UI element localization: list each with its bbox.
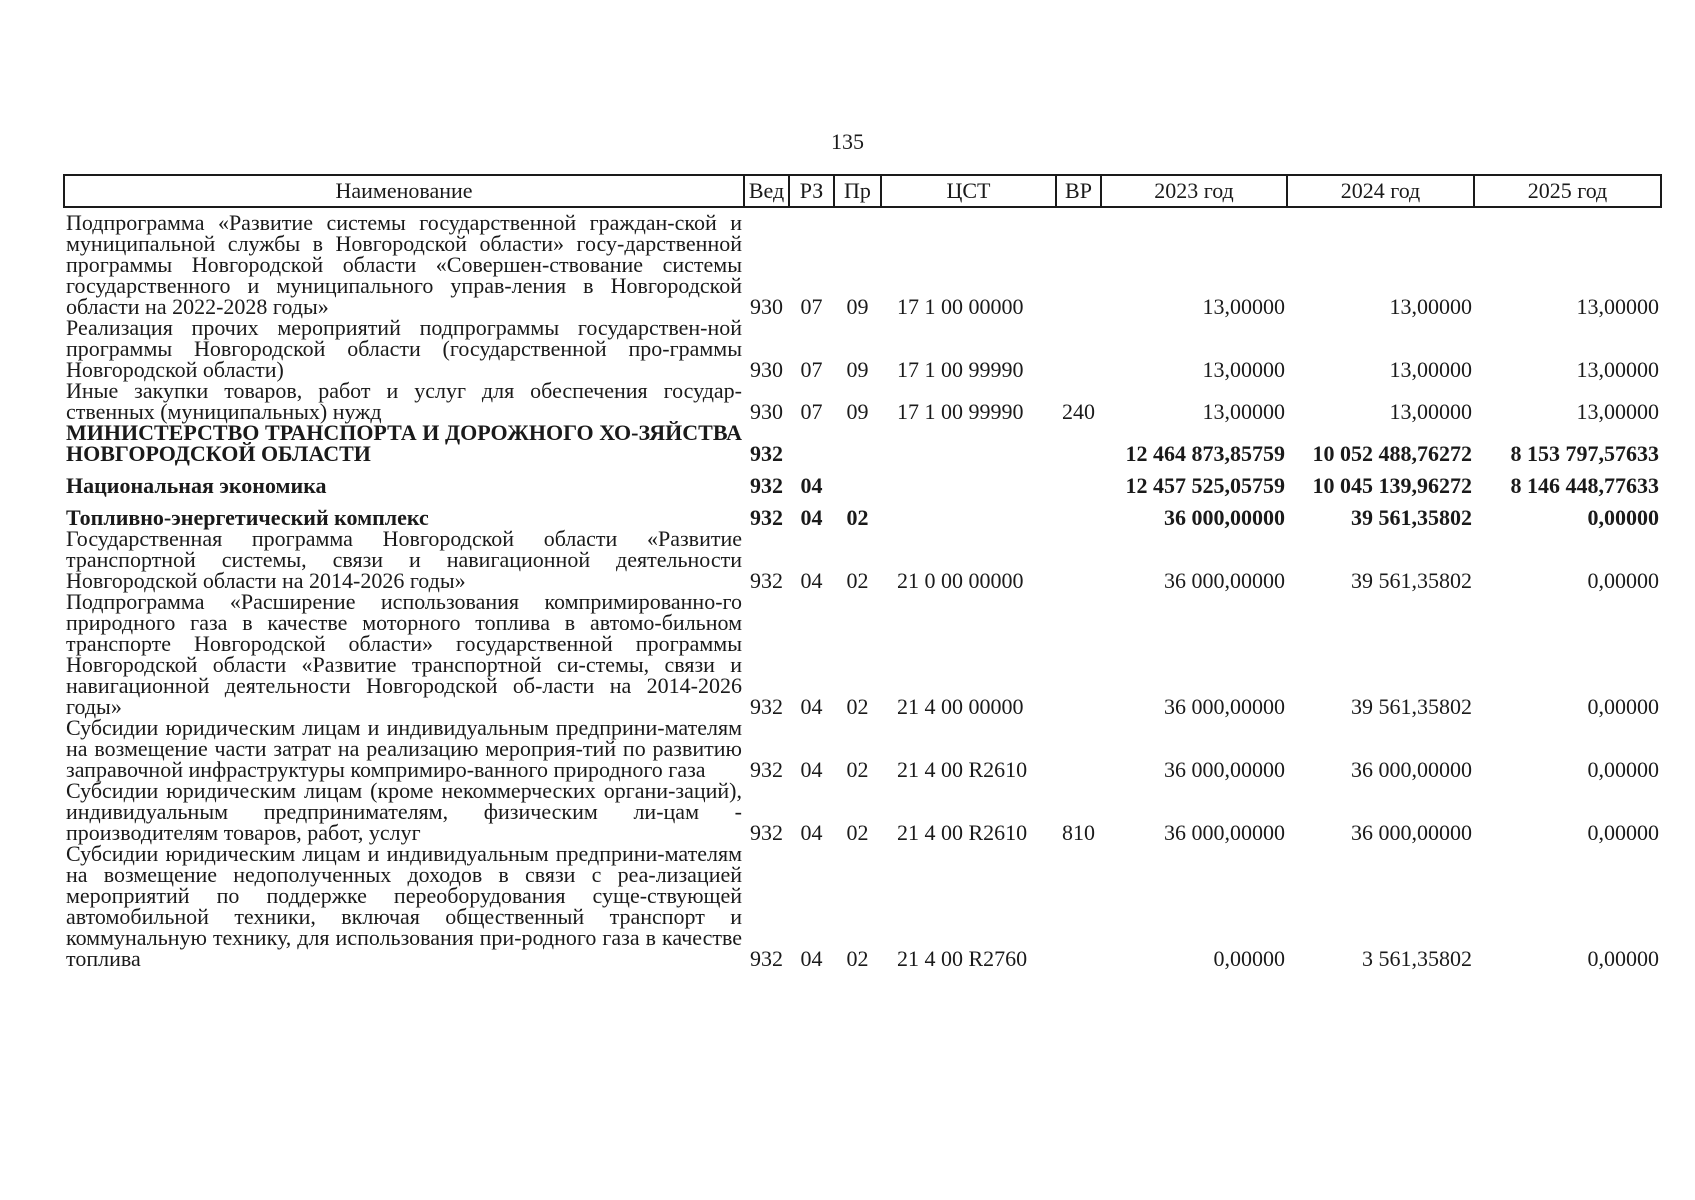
row-2023: 13,00000 <box>1202 294 1285 319</box>
row-vr <box>1056 422 1101 464</box>
row-2025: 0,00000 <box>1587 757 1659 782</box>
row-vr <box>1056 317 1101 380</box>
row-rz: 07 <box>800 357 823 382</box>
header-ved: Вед <box>744 175 789 207</box>
table-row <box>64 496 1661 528</box>
row-cst: 21 4 00 R2610 <box>897 757 1028 782</box>
header-2024: 2024 год <box>1287 175 1474 207</box>
row-2025: 8 146 448,77633 <box>1510 473 1659 498</box>
row-rz: 07 <box>800 399 823 424</box>
row-2025: 13,00000 <box>1576 357 1659 382</box>
row-2025: 0,00000 <box>1587 505 1659 530</box>
row-2023: 36 000,00000 <box>1164 568 1285 593</box>
header-2025: 2025 год <box>1474 175 1661 207</box>
row-name: Иные закупки товаров, работ и услуг для обеспечения государ-ственных (муниципальных) нужд <box>66 378 742 424</box>
header-name: Наименование <box>64 175 744 207</box>
budget-table <box>63 174 1662 969</box>
row-name: Национальная экономика <box>66 473 327 498</box>
row-2023: 36 000,00000 <box>1164 505 1285 530</box>
row-cst <box>881 464 1056 496</box>
row-name: Субсидии юридическим лицам и индивидуальным предприни-мателям на возмещение недополученных доходов в связи с реа-лизацией мероприятий по поддержке переоборудования суще-ствующей автомобильной техники, включая общественный транспорт и коммунальную технику, для использования при-родного газа в качестве топлива <box>66 841 742 971</box>
row-ved: 932 <box>750 946 783 971</box>
row-rz: 04 <box>800 568 823 593</box>
row-2024: 13,00000 <box>1389 357 1472 382</box>
row-pr <box>834 422 881 464</box>
row-cst: 21 4 00 00000 <box>897 694 1024 719</box>
header-pr: Пр <box>834 175 881 207</box>
table-header-row <box>64 175 1661 207</box>
table-row <box>64 422 1661 464</box>
row-vr: 810 <box>1062 820 1095 845</box>
row-cst: 21 4 00 R2610 <box>897 820 1028 845</box>
row-pr <box>834 464 881 496</box>
table-row <box>64 843 1661 969</box>
row-2024: 39 561,35802 <box>1351 505 1472 530</box>
table-row <box>64 380 1661 422</box>
row-2023: 36 000,00000 <box>1164 820 1285 845</box>
row-vr <box>1056 528 1101 591</box>
row-rz <box>789 422 834 464</box>
row-2024: 39 561,35802 <box>1351 694 1472 719</box>
row-rz: 04 <box>800 473 823 498</box>
row-2025: 13,00000 <box>1576 294 1659 319</box>
row-ved: 932 <box>750 820 783 845</box>
row-pr: 02 <box>846 505 869 530</box>
row-vr <box>1056 591 1101 717</box>
row-pr: 02 <box>846 820 869 845</box>
row-name: Реализация прочих мероприятий подпрограммы государствен-ной программы Новгородской области (государственной про-граммы Новгородской области) <box>66 315 742 382</box>
row-ved: 930 <box>750 399 783 424</box>
row-cst <box>881 422 1056 464</box>
row-name: Подпрограмма «Развитие системы государственной граждан-ской и муниципальной службы в Новгородской области» госу-дарственной программы Новгородской области «Совершен-ствование системы государственного и муниципального управ-ления в Новгородской области на 2022-2028 годы» <box>66 210 742 319</box>
row-2024: 10 045 139,96272 <box>1312 473 1472 498</box>
table-row <box>64 591 1661 717</box>
row-2023: 13,00000 <box>1202 357 1285 382</box>
row-ved: 932 <box>750 694 783 719</box>
row-cst <box>881 496 1056 528</box>
row-name: Подпрограмма «Расширение использования компримированно-го природного газа в качестве моторного топлива в автомо-бильном транспорте Новгородской области» государственной программы Новгородской области «Развитие транспортной си-стемы, связи и навигационной деятельности Новгородской об-ласти на 2014-2026 годы» <box>66 589 742 719</box>
table-row <box>64 528 1661 591</box>
row-pr: 09 <box>846 294 869 319</box>
row-cst: 21 0 00 00000 <box>897 568 1024 593</box>
row-pr: 02 <box>846 694 869 719</box>
row-vr <box>1056 464 1101 496</box>
table-row <box>64 464 1661 496</box>
row-pr: 09 <box>846 357 869 382</box>
row-ved: 932 <box>750 441 783 466</box>
row-2023: 36 000,00000 <box>1164 694 1285 719</box>
row-pr: 02 <box>846 757 869 782</box>
row-cst: 17 1 00 99990 <box>897 399 1024 424</box>
row-2023: 36 000,00000 <box>1164 757 1285 782</box>
header-2023: 2023 год <box>1101 175 1287 207</box>
row-name: Субсидии юридическим лицам и индивидуальным предприни-мателям на возмещение части затрат на реализацию мероприя-тий по развитию заправочной инфраструктуры компримиро-ванного природного газа <box>66 715 742 782</box>
row-ved: 932 <box>750 757 783 782</box>
row-pr: 02 <box>846 946 869 971</box>
row-2024: 10 052 488,76272 <box>1312 441 1472 466</box>
row-rz: 07 <box>800 294 823 319</box>
row-2025: 13,00000 <box>1576 399 1659 424</box>
row-2025: 0,00000 <box>1587 568 1659 593</box>
row-cst: 17 1 00 99990 <box>897 357 1024 382</box>
row-vr <box>1056 207 1101 317</box>
row-vr: 240 <box>1062 399 1095 424</box>
row-2024: 13,00000 <box>1389 399 1472 424</box>
row-name: МИНИСТЕРСТВО ТРАНСПОРТА И ДОРОЖНОГО ХО-ЗЯЙСТВА НОВГОРОДСКОЙ ОБЛАСТИ <box>66 420 742 466</box>
row-rz: 04 <box>800 820 823 845</box>
table-row <box>64 317 1661 380</box>
row-name: Субсидии юридическим лицам (кроме некоммерческих органи-заций), индивидуальным предпринимателям, физическим ли-цам - производителям товаров, работ, услуг <box>66 778 742 845</box>
row-2024: 36 000,00000 <box>1351 757 1472 782</box>
row-pr: 02 <box>846 568 869 593</box>
row-name: Топливно-энергетический комплекс <box>66 505 429 530</box>
row-2025: 0,00000 <box>1587 694 1659 719</box>
row-2024: 13,00000 <box>1389 294 1472 319</box>
row-rz: 04 <box>800 505 823 530</box>
row-2024: 36 000,00000 <box>1351 820 1472 845</box>
row-ved: 930 <box>750 294 783 319</box>
header-vr: ВР <box>1056 175 1101 207</box>
row-2024: 3 561,35802 <box>1362 946 1472 971</box>
row-rz: 04 <box>800 757 823 782</box>
row-cst: 21 4 00 R2760 <box>897 946 1028 971</box>
row-ved: 932 <box>750 473 783 498</box>
row-ved: 932 <box>750 568 783 593</box>
table-row <box>64 780 1661 843</box>
row-vr <box>1056 496 1101 528</box>
row-rz: 04 <box>800 946 823 971</box>
header-cst: ЦСТ <box>881 175 1056 207</box>
table-row <box>64 717 1661 780</box>
row-2025: 0,00000 <box>1587 946 1659 971</box>
row-ved: 932 <box>750 505 783 530</box>
row-vr <box>1056 843 1101 969</box>
page-number: 135 <box>831 129 864 154</box>
row-cst: 17 1 00 00000 <box>897 294 1024 319</box>
row-2023: 13,00000 <box>1202 399 1285 424</box>
row-2023: 12 457 525,05759 <box>1125 473 1285 498</box>
row-rz: 04 <box>800 694 823 719</box>
header-rz: РЗ <box>789 175 834 207</box>
row-pr: 09 <box>846 399 869 424</box>
row-vr <box>1056 717 1101 780</box>
row-name: Государственная программа Новгородской области «Развитие транспортной системы, связи и навигационной деятельности Новгородской области на 2014-2026 годы» <box>66 526 742 593</box>
row-2025: 0,00000 <box>1587 820 1659 845</box>
row-2024: 39 561,35802 <box>1351 568 1472 593</box>
row-2023: 12 464 873,85759 <box>1125 441 1285 466</box>
table-row <box>64 207 1661 317</box>
row-2023: 0,00000 <box>1213 946 1285 971</box>
row-2025: 8 153 797,57633 <box>1510 441 1659 466</box>
row-ved: 930 <box>750 357 783 382</box>
